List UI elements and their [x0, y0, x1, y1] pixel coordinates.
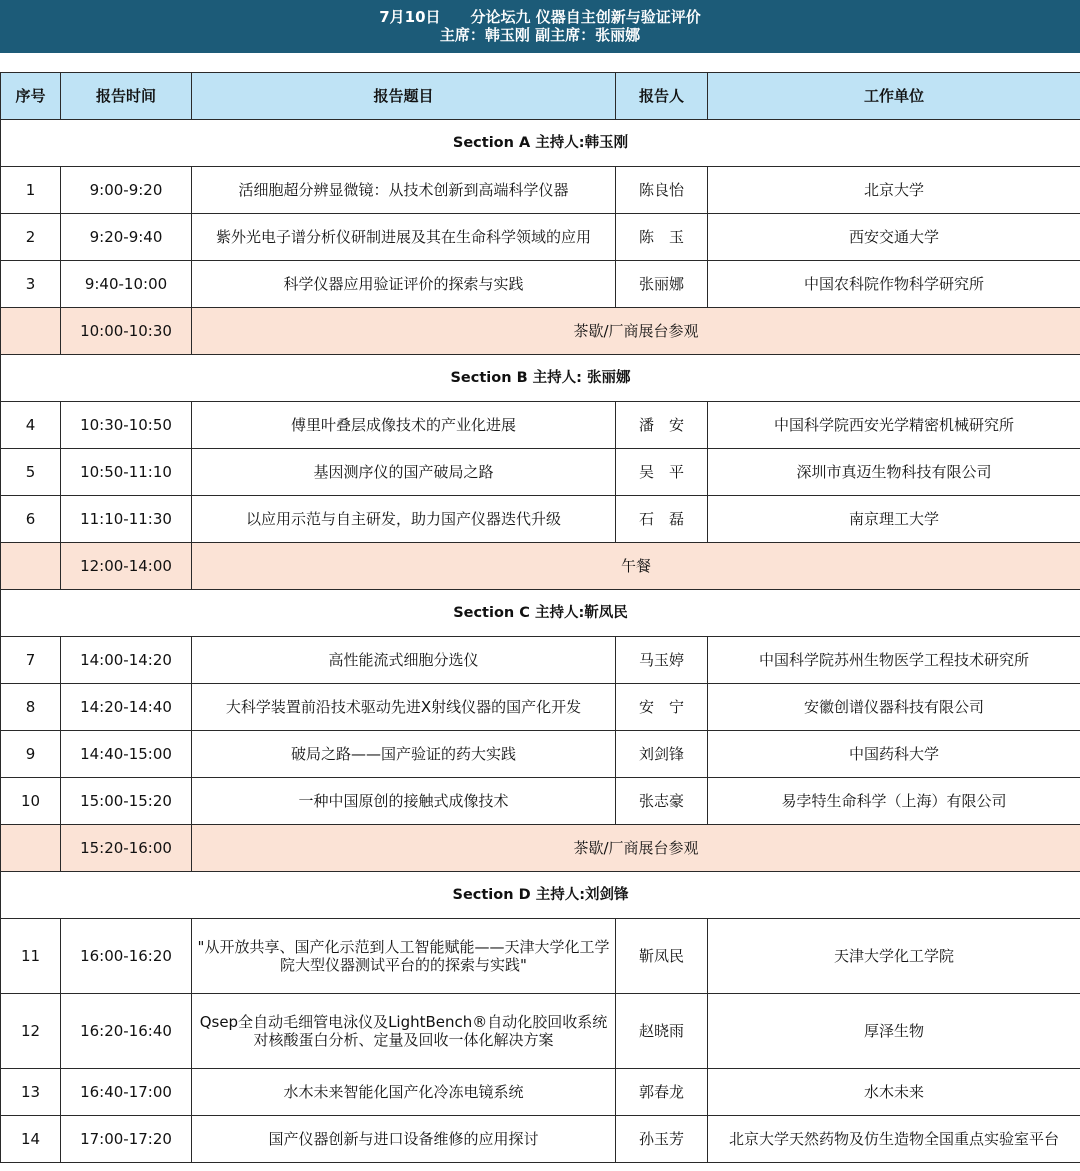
talk-speaker: 张志豪: [616, 778, 708, 825]
talk-speaker: 安 宁: [616, 684, 708, 731]
talk-speaker: 张丽娜: [616, 261, 708, 308]
talk-row: [1, 167, 1080, 214]
forum-chairs: 主席：韩玉刚 副主席：张丽娜: [439, 26, 641, 44]
talk-org: 水木未来: [708, 1069, 1080, 1116]
talk-title: 以应用示范与自主研发，助力国产仪器迭代升级: [192, 496, 616, 543]
talk-time: 16:40-17:00: [61, 1069, 192, 1116]
spacer-row: [0, 53, 1080, 72]
talk-title: 水木未来智能化国产化冷冻电镜系统: [192, 1069, 616, 1116]
talk-time: 9:20-9:40: [61, 214, 192, 261]
talk-title: 一种中国原创的接触式成像技术: [192, 778, 616, 825]
section-title: Section D 主持人:刘剑锋: [1, 872, 1080, 919]
col-time: 报告时间: [61, 73, 192, 120]
talk-time: 14:20-14:40: [61, 684, 192, 731]
break-time: 12:00-14:00: [61, 543, 192, 590]
talk-org: 北京大学: [708, 167, 1080, 214]
talk-time: 9:40-10:00: [61, 261, 192, 308]
talk-title: 傅里叶叠层成像技术的产业化进展: [192, 402, 616, 449]
talk-title: "从开放共享、国产化示范到人工智能赋能——天津大学化工学院大型仪器测试平台的的探索与实践": [192, 919, 616, 994]
talk-speaker: 郭春龙: [616, 1069, 708, 1116]
section-row: [1, 120, 1080, 167]
section-row: [1, 590, 1080, 637]
talk-no: 9: [1, 731, 61, 778]
break-label: 茶歇/厂商展台参观: [192, 308, 1080, 355]
talk-title: 国产仪器创新与进口设备维修的应用探讨: [192, 1116, 616, 1163]
talk-row: [1, 402, 1080, 449]
talk-no: 3: [1, 261, 61, 308]
header-row: [1, 73, 1080, 120]
talk-no: 6: [1, 496, 61, 543]
talk-title: 紫外光电子谱分析仪研制进展及其在生命科学领域的应用: [192, 214, 616, 261]
talk-speaker: 赵晓雨: [616, 994, 708, 1069]
talk-speaker: 刘剑锋: [616, 731, 708, 778]
talk-title: Qsep全自动毛细管电泳仪及LightBench®自动化胶回收系统对核酸蛋白分析、定量及回收一体化解决方案: [192, 994, 616, 1069]
break-no: [1, 308, 61, 355]
forum-banner: [0, 0, 1080, 53]
talk-no: 7: [1, 637, 61, 684]
forum-title: 7月10日 分论坛九 仪器自主创新与验证评价: [379, 8, 701, 26]
talk-time: 17:00-17:20: [61, 1116, 192, 1163]
talk-org: 中国药科大学: [708, 731, 1080, 778]
section-title: Section B 主持人: 张丽娜: [1, 355, 1080, 402]
talk-org: 安徽创谱仪器科技有限公司: [708, 684, 1080, 731]
talk-org: 中国科学院苏州生物医学工程技术研究所: [708, 637, 1080, 684]
talk-time: 16:20-16:40: [61, 994, 192, 1069]
talk-no: 4: [1, 402, 61, 449]
talk-no: 5: [1, 449, 61, 496]
talk-time: 9:00-9:20: [61, 167, 192, 214]
break-row: [1, 543, 1080, 590]
talk-no: 13: [1, 1069, 61, 1116]
talk-row: [1, 994, 1080, 1069]
break-no: [1, 825, 61, 872]
talk-no: 11: [1, 919, 61, 994]
talk-title: 高性能流式细胞分选仪: [192, 637, 616, 684]
talk-org: 深圳市真迈生物科技有限公司: [708, 449, 1080, 496]
break-row: [1, 308, 1080, 355]
col-no: 序号: [1, 73, 61, 120]
talk-org: 厚泽生物: [708, 994, 1080, 1069]
talk-time: 11:10-11:30: [61, 496, 192, 543]
talk-speaker: 陈良怡: [616, 167, 708, 214]
talk-title: 大科学装置前沿技术驱动先进X射线仪器的国产化开发: [192, 684, 616, 731]
talk-no: 10: [1, 778, 61, 825]
talk-row: [1, 778, 1080, 825]
talk-row: [1, 496, 1080, 543]
section-row: [1, 355, 1080, 402]
talk-speaker: 潘 安: [616, 402, 708, 449]
talk-time: 14:40-15:00: [61, 731, 192, 778]
schedule-table: [0, 72, 1080, 1163]
talk-speaker: 靳凤民: [616, 919, 708, 994]
col-org: 工作单位: [708, 73, 1080, 120]
talk-row: [1, 637, 1080, 684]
break-time: 10:00-10:30: [61, 308, 192, 355]
talk-row: [1, 731, 1080, 778]
talk-org: 易孛特生命科学（上海）有限公司: [708, 778, 1080, 825]
talk-time: 16:00-16:20: [61, 919, 192, 994]
talk-no: 2: [1, 214, 61, 261]
talk-row: [1, 1069, 1080, 1116]
talk-speaker: 孙玉芳: [616, 1116, 708, 1163]
break-time: 15:20-16:00: [61, 825, 192, 872]
break-no: [1, 543, 61, 590]
talk-title: 活细胞超分辨显微镜：从技术创新到高端科学仪器: [192, 167, 616, 214]
talk-no: 14: [1, 1116, 61, 1163]
talk-row: [1, 214, 1080, 261]
talk-row: [1, 449, 1080, 496]
talk-row: [1, 1116, 1080, 1163]
col-title: 报告题目: [192, 73, 616, 120]
talk-title: 破局之路——国产验证的药大实践: [192, 731, 616, 778]
section-title: Section A 主持人:韩玉刚: [1, 120, 1080, 167]
talk-org: 西安交通大学: [708, 214, 1080, 261]
talk-speaker: 吴 平: [616, 449, 708, 496]
talk-org: 天津大学化工学院: [708, 919, 1080, 994]
talk-time: 10:50-11:10: [61, 449, 192, 496]
talk-time: 10:30-10:50: [61, 402, 192, 449]
break-label: 茶歇/厂商展台参观: [192, 825, 1080, 872]
talk-row: [1, 919, 1080, 994]
talk-org: 南京理工大学: [708, 496, 1080, 543]
talk-org: 中国科学院西安光学精密机械研究所: [708, 402, 1080, 449]
talk-org: 北京大学天然药物及仿生造物全国重点实验室平台: [708, 1116, 1080, 1163]
section-row: [1, 872, 1080, 919]
talk-speaker: 马玉婷: [616, 637, 708, 684]
talk-title: 科学仪器应用验证评价的探索与实践: [192, 261, 616, 308]
talk-no: 12: [1, 994, 61, 1069]
col-speaker: 报告人: [616, 73, 708, 120]
talk-no: 8: [1, 684, 61, 731]
talk-title: 基因测序仪的国产破局之路: [192, 449, 616, 496]
talk-time: 15:00-15:20: [61, 778, 192, 825]
section-title: Section C 主持人:靳凤民: [1, 590, 1080, 637]
talk-row: [1, 684, 1080, 731]
talk-speaker: 陈 玉: [616, 214, 708, 261]
break-row: [1, 825, 1080, 872]
talk-speaker: 石 磊: [616, 496, 708, 543]
break-label: 午餐: [192, 543, 1080, 590]
talk-row: [1, 261, 1080, 308]
talk-time: 14:00-14:20: [61, 637, 192, 684]
talk-no: 1: [1, 167, 61, 214]
talk-org: 中国农科院作物科学研究所: [708, 261, 1080, 308]
